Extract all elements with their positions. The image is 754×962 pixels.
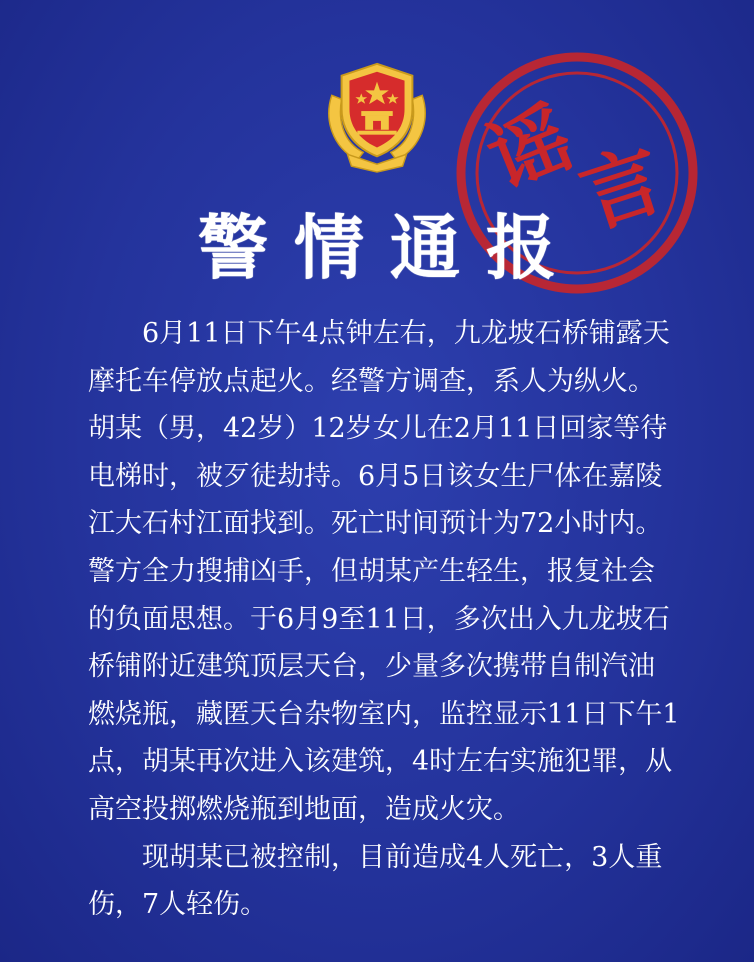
notice-body xyxy=(88,310,688,929)
body-line: 燃烧瓶，藏匿天台杂物室内，监控显示11日下午1 xyxy=(88,698,680,730)
body-line: 摩托车停放点起火。经警方调查，系人为纵火。 xyxy=(88,365,655,397)
body-line: 桥铺附近建筑顶层天台，少量多次携带自制汽油 xyxy=(88,651,655,683)
body-line: 江大石村江面找到。死亡时间预计为72小时内。 xyxy=(88,508,663,540)
body-line: 伤，7人轻伤。 xyxy=(88,889,268,921)
body-line: 点，胡某再次进入该建筑，4时左右实施犯罪，从 xyxy=(88,746,673,778)
body-line: 高空投掷燃烧瓶到地面，造成火灾。 xyxy=(88,793,520,825)
stamp-char-2: 言 xyxy=(569,130,675,246)
body-line: 6月11日下午4点钟左右，九龙坡石桥铺露天 xyxy=(88,318,670,349)
page-title: 警情通报 xyxy=(198,206,582,289)
body-line: 现胡某已被控制，目前造成4人死亡，3人重 xyxy=(88,841,663,873)
stamp-char-1: 谣 xyxy=(475,89,585,207)
body-line: 警方全力搜捕凶手，但胡某产生轻生，报复社会 xyxy=(88,555,655,587)
police-emblem-icon xyxy=(318,56,436,174)
body-line: 胡某（男，42岁）12岁女儿在2月11日回家等待 xyxy=(88,413,668,445)
body-line: 的负面思想。于6月9至11日，多次出入九龙坡石 xyxy=(88,603,670,635)
body-line: 电梯时，被歹徒劫持。6月5日该女生尸体在嘉陵 xyxy=(88,460,663,492)
